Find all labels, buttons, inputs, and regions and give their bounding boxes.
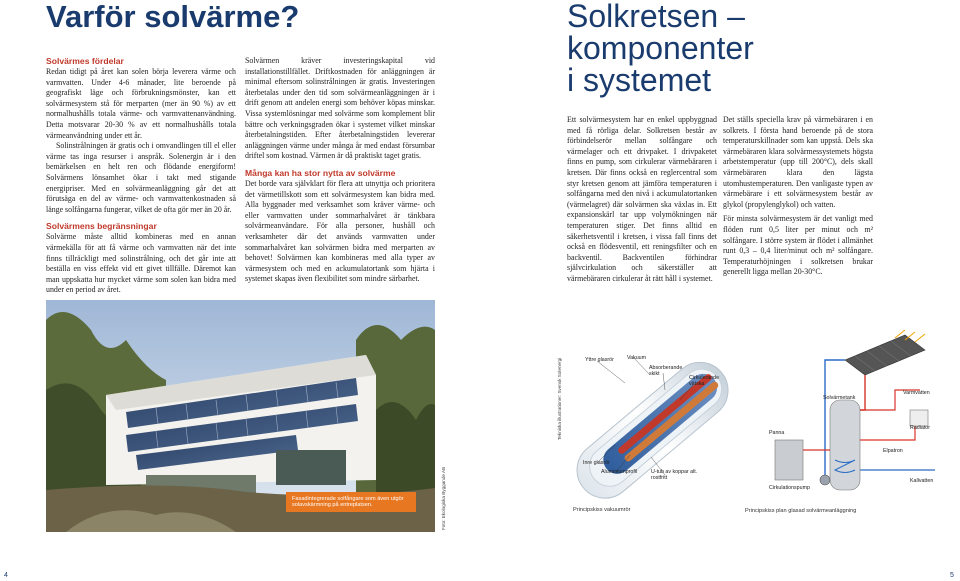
section-body-nytta bbox=[245, 179, 435, 285]
photo-credit: Foto: Ekologiska Byggande AB bbox=[441, 466, 446, 530]
label-inner-glass: Inre glasrör bbox=[583, 460, 610, 466]
paragraph: Redan tidigt på året kan solen börja leverera värme och varmvatten. Under 4-6 månader, lite beroende på geografiskt läge och förbrukningsmönster, kan ett solvärmesystem stå för merparten (mer än 90 %) av ett normalhushålls totala värme- och varmvattenanvändning. Detta motsvarar 20-30 % av ett normalhushålls totala värmeanvändning under ett år. bbox=[46, 67, 236, 140]
label-radiator: Radiator bbox=[910, 425, 931, 431]
section-heading-nytta: Många kan ha stor nytta av solvärme bbox=[245, 167, 396, 178]
tube-caption: Principskiss vakuumrör bbox=[573, 507, 631, 513]
paragraph: Det ställs speciella krav på värmebäraren i en solkrets. I första hand beroende på de stora temperaturskillnader som kan uppstå. Dels ska värmebäraren klara solvärmessystemets högsta arbetstemperatur (upp till 200°C), dels skall värmebäraren klara den lägsta utomhustemperaturen. Den vanligaste typen av värmebärare i ett solvärmesystem består av glykol (propylenglykol) och vatten. bbox=[723, 115, 873, 209]
label-boiler: Panna bbox=[769, 430, 785, 436]
label-circulating-fluid: Cirkulerande vätska bbox=[689, 375, 720, 387]
page-title-right bbox=[567, 0, 754, 96]
section-body-fordelar bbox=[46, 67, 236, 215]
system-diagram bbox=[745, 330, 945, 520]
label-pump: Cirkulationspump bbox=[769, 485, 810, 491]
label-aluminium: Aluminiumprofil bbox=[601, 469, 638, 475]
left-column-2 bbox=[245, 56, 435, 285]
label-cold-water: Kallvatten bbox=[910, 478, 934, 484]
title-line: i systemet bbox=[567, 62, 712, 98]
right-column-1 bbox=[567, 115, 717, 285]
label-u-tube: U-tub av koppar alt. rostfritt bbox=[651, 469, 698, 481]
section-heading-fordelar: Solvärmes fördelar bbox=[46, 56, 124, 66]
label-elpatron: Elpatron bbox=[883, 448, 903, 454]
paragraph: Solvärmen kräver investeringskapital vid installationstillfället. Driftkostnaden för anläggningen är minimal eftersom solinstrålningen är gratis. Investeringen återbetalas under den tid som solvärmeanläggningen är i drift genom att andelen energi som behöver köpas minskar. Vissa systemlösningar med solvärme som komplement blir bättre och verkningsgraden ökar i systemet vilket minskar återbetalningstiden. Efter återbetalningstiden levererar anläggningen värme under många år med endast försumbar driftel som kostnad. Värmen är då praktiskt taget gratis. bbox=[245, 56, 435, 161]
section-body-kostnad bbox=[245, 56, 435, 162]
label-absorber: Absorberande skikt bbox=[649, 365, 683, 377]
left-column-1 bbox=[46, 56, 236, 296]
house-photo bbox=[46, 300, 435, 532]
section-heading-begransningar: Solvärmens begränsningar bbox=[46, 221, 157, 232]
page-number-right: 5 bbox=[950, 572, 954, 579]
illustration-credit: Tekniska illustrationer: Svensk Solenergi bbox=[557, 357, 562, 440]
right-column-2 bbox=[723, 115, 873, 278]
title-line: komponenter bbox=[567, 30, 754, 66]
label-hot-water: Varmvatten bbox=[903, 390, 930, 396]
paragraph: För minsta solvärmesystem är det vanligt med flöden runt 0,5 liter per minut och m² solfångare. I större system är flödet i allmänhet runt 0,3 – 0,4 liter/minut och m² solfångare. Temperaturhöjningen i solkretsen brukar generellt ligga mellan 20-30°C. bbox=[723, 214, 873, 277]
label-outer-glass: Yttre glasrör bbox=[585, 357, 614, 363]
page-number-left: 4 bbox=[4, 572, 8, 579]
title-line: Solkretsen – bbox=[567, 0, 745, 34]
label-tank: Solvärmetank bbox=[823, 395, 856, 401]
paragraph: Ett solvärmesystem har en enkel uppbyggnad med få rörliga delar. Solkretsen består av förbindelserör mellan solfångare och värmelager och ett drivpaket. I drivpaketet finns en pump, som cirkulerar värmebäraren i kretsen. Där finns också en reglercentral som styr kretsen genom att jämföra temperaturen i solfångarna med den nivå i ackumulatortanken (värmelagret) där solvärmen ska växlas in. Ett expansionskärl tar upp volymökningen när temperaturen stiger. Det finns alltid en säkerhetsventil i kretsen, i vissa fall finns det också en flödesventil, ett reningsfilter och en backventil. Backventilen förhindrar självcirkulation och säkerställer att värmebäraren cirkulerar åt rätt håll i systemet. bbox=[567, 115, 717, 283]
system-caption: Principskiss plan glasad solvärmeanläggning bbox=[745, 508, 857, 514]
paragraph: Solinstrålningen är gratis och i omvandlingen till el eller värme tas inga resurser i anspråk. Solenergin är i den bemärkelsen en helt ren och flödande energiform! Solvärmens lönsamhet ökar i takt med stigande energipriser. Med en solvärmeanläggning går det att förutsäga en del av värme- och varmvattenkostnaden så länge solfångarna fungerar, vilket de ofta gör mer än 20 år. bbox=[46, 141, 236, 214]
paragraph: Solvärme måste alltid kombineras med en annan värmekälla för att få värme och varmvatten när det inte finns tillräckligt med solinstrålning, och det går inte att beställa en viss effekt vid ett givet tillfälle. Däremot kan man uppskatta hur mycket värme som solen kan bidra med under en period av året. bbox=[46, 232, 236, 295]
photo-caption-box: Fasadintegrerade solfångare som även utgör solavskärmning på entreplatsen. bbox=[286, 492, 416, 512]
label-vacuum: Vakuum bbox=[627, 355, 647, 361]
paragraph: Det borde vara självklart för flera att utnyttja och prioritera det värmetillskott som ett solvärmesystem kan bidra med. Alla byggnader med verksamhet som kräver värme- och eller varmvatten under sommarhalvåret är tänkbara solvärmeanvändare. För alla personer, hushåll och verksamheter där det används varmvatten under sommarhalvåret kan solvärmen bidra med merparten av behovet! Solvärmen kan kombineras med alla typer av värmesystem och med en ackumulatortank som hjärta i systemet skapas även flexibilitet som mindre särbarhet. bbox=[245, 178, 435, 284]
vacuum-tube-diagram bbox=[555, 345, 745, 520]
page-title-left: Varför solvärme? bbox=[46, 0, 300, 34]
section-body-begransningar bbox=[46, 232, 236, 296]
